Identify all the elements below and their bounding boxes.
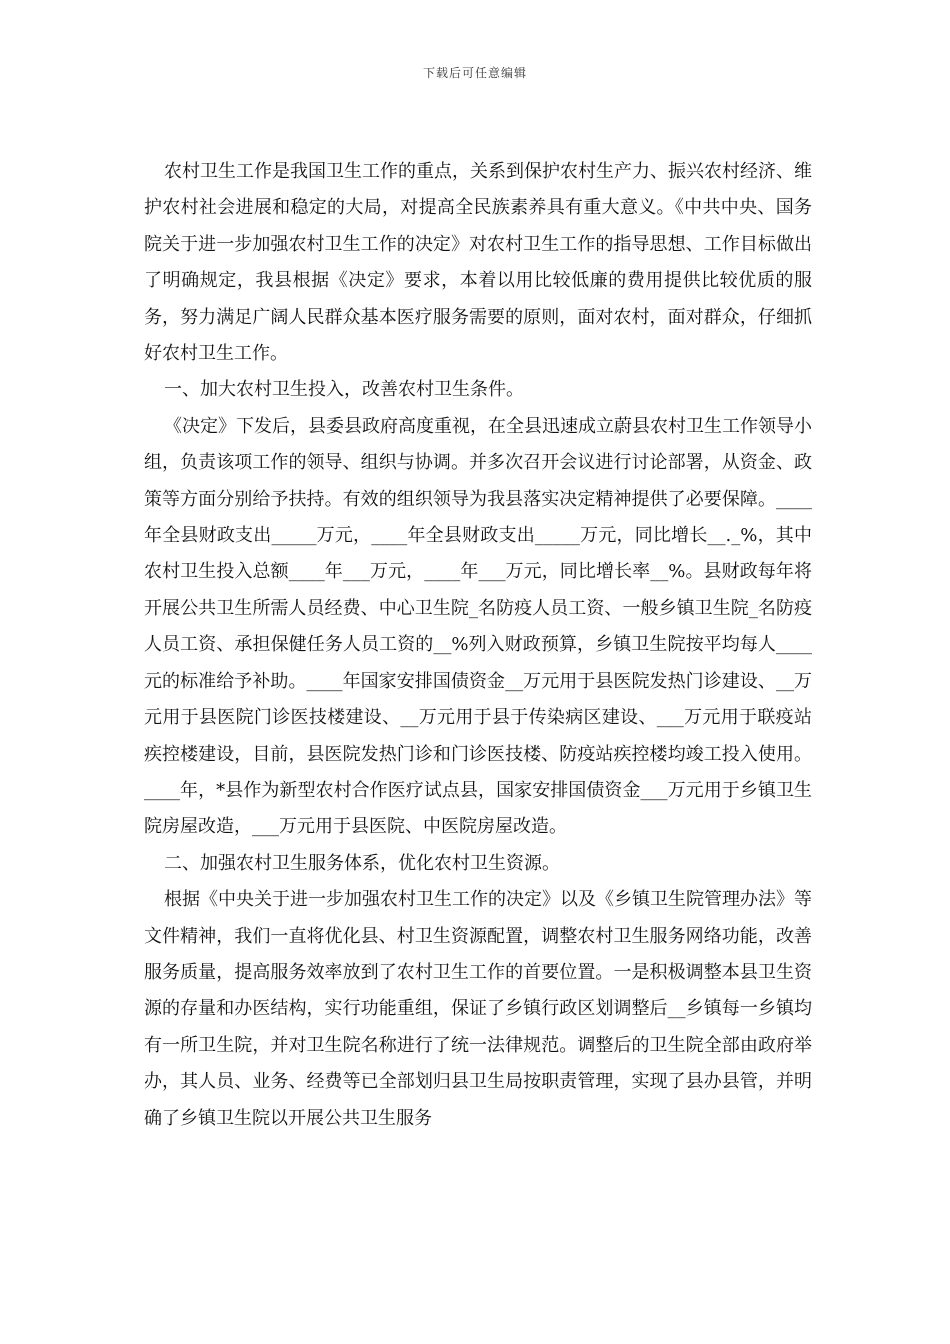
paragraph-intro: 农村卫生工作是我国卫生工作的重点，关系到保护农村生产力、振兴农村经济、维护农村社会进展和稳定的大局，对提高全民族素养具有重大意义。《中共中央、国务院关于进一步加强农村卫生工作的决定》对农村卫生工作的指导思想、工作目标做出了明确规定，我县根据《决定》要求，本着以用比较低廉的费用提供比较优质的服务，努力满足广阔人民群众基本医疗服务需要的原则，面对农村，面对群众，仔细抓好农村卫生工作。 <box>144 161 812 365</box>
document-body <box>144 154 812 1137</box>
paragraph-section-2: 根据《中央关于进一步加强农村卫生工作的决定》以及《乡镇卫生院管理办法》等文件精神，我们一直将优化县、村卫生资源配置，调整农村卫生服务网络功能，改善服务质量，提高服务效率放到了农村卫生工作的首要位置。一是积极调整本县卫生资源的存量和办医结构，实行功能重组，保证了乡镇行政区划调整后__乡镇每一乡镇均有一所卫生院，并对卫生院名称进行了统一法律规范。调整后的卫生院全部由政府举办，其人员、业务、经费等已全部划归县卫生局按职责管理，实现了县办县管，并明确了乡镇卫生院以开展公共卫生服务 <box>144 889 812 1129</box>
section-heading-1: 一、加大农村卫生投入，改善农村卫生条件。 <box>164 379 524 401</box>
paragraph-section-1: 《决定》下发后，县委县政府高度重视，在全县迅速成立蔚县农村卫生工作领导小组，负责该项工作的领导、组织与协调。并多次召开会议进行讨论部署，从资金、政策等方面分别给予扶持。有效的组织领导为我县落实决定精神提供了必要保障。____年全县财政支出_____万元，____年全县财政支出_____万元，同比增长__._%，其中农村卫生投入总额____年___万元，____年___万元，同比增长率__%。县财政每年将开展公共卫生所需人员经费、中心卫生院_名防疫人员工资、一般乡镇卫生院_名防疫人员工资、承担保健任务人员工资的__%列入财政预算，乡镇卫生院按平均每人____元的标准给予补助。____年国家安排国债资金__万元用于县医院发热门诊建设、__万元用于县医院门诊医技楼建设、__万元用于县于传染病区建设、___万元用于联疫站疾控楼建设，目前，县医院发热门诊和门诊医技楼、防疫站疾控楼均竣工投入使用。____年，*县作为新型农村合作医疗试点县，国家安排国债资金___万元用于乡镇卫生院房屋改造，___万元用于县医院、中医院房屋改造。 <box>144 415 812 838</box>
page-header-note: 下载后可任意编辑 <box>422 66 527 80</box>
section-heading-2: 二、加强农村卫生服务体系，优化农村卫生资源。 <box>164 852 560 874</box>
